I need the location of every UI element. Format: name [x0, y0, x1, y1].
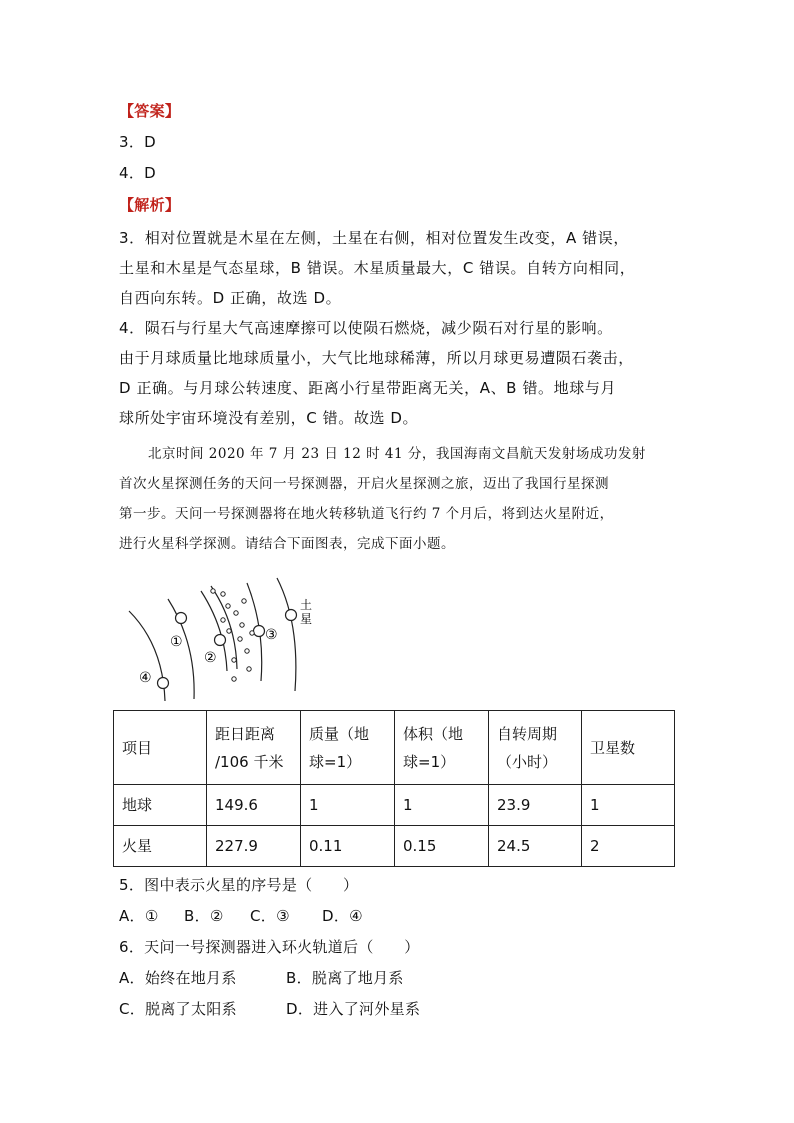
- option-b[interactable]: B．②: [184, 907, 224, 925]
- header-cell: 体积（地 球=1）: [395, 711, 489, 785]
- question-5-stem: 5．图中表示火星的序号是（ ）: [119, 876, 359, 894]
- table-cell: 2: [582, 826, 675, 867]
- option-c[interactable]: C．③: [250, 907, 290, 925]
- answer-header: 【答案】: [119, 102, 181, 120]
- label-two: ②: [204, 650, 217, 666]
- table-header-row: [114, 711, 675, 785]
- intro-line: 第一步。天问一号探测器将在地火转移轨道飞行约 7 个月后，将到达火星附近，: [119, 506, 614, 522]
- table-cell: 24.5: [489, 826, 582, 867]
- planet-circle: [158, 678, 169, 689]
- analysis-4-line: D 正确。与月球公转速度、距离小行星带距离无关，A、B 错。地球与月: [119, 379, 617, 397]
- answer-4: 4．D: [119, 164, 156, 182]
- analysis-4-paragraph: [119, 313, 679, 433]
- question-6-options-row2: [119, 999, 420, 1019]
- material-intro: [119, 439, 679, 559]
- table-cell: 0.15: [395, 826, 489, 867]
- analysis-3-line: 自西向东转。D 正确，故选 D。: [119, 289, 342, 307]
- option-b[interactable]: B．脱离了地月系: [286, 969, 404, 987]
- planet-data-table: [113, 710, 675, 867]
- planet-circle: [286, 610, 297, 621]
- analysis-header: 【解析】: [119, 196, 181, 214]
- planet-circle: [176, 613, 187, 624]
- table-cell: 火星: [114, 826, 207, 867]
- option-a[interactable]: A．始终在地月系: [119, 969, 237, 987]
- table-row: [114, 826, 675, 867]
- analysis-3-line: 3．相对位置就是木星在左侧，土星在右侧，相对位置发生改变，A 错误，: [119, 229, 629, 247]
- question-6-options-row1: [119, 968, 404, 988]
- analysis-4-line: 球所处宇宙环境没有差别，C 错。故选 D。: [119, 409, 419, 427]
- option-c[interactable]: C．脱离了太阳系: [119, 1000, 237, 1018]
- option-d[interactable]: D．进入了河外星系: [286, 1000, 421, 1018]
- analysis-3-line: 土星和木星是气态星球，B 错误。木星质量最大，C 错误。自转方向相同，: [119, 259, 636, 277]
- orbit-diagram: [119, 573, 329, 703]
- table-cell: 0.11: [301, 826, 395, 867]
- label-four: ④: [139, 670, 152, 686]
- label-saturn-1: 土: [300, 598, 313, 612]
- table-cell: 1: [301, 785, 395, 826]
- analysis-4-line: 4．陨石与行星大气高速摩擦可以使陨石燃烧，减少陨石对行星的影响。: [119, 319, 613, 337]
- table-cell: 23.9: [489, 785, 582, 826]
- option-a[interactable]: A．①: [119, 907, 159, 925]
- analysis-3-paragraph: [119, 223, 679, 313]
- question-5-options: [119, 906, 363, 926]
- option-d[interactable]: D．④: [322, 907, 363, 925]
- table-cell: 227.9: [207, 826, 301, 867]
- table-row: [114, 785, 675, 826]
- question-6-stem: 6．天问一号探测器进入环火轨道后（ ）: [119, 938, 420, 956]
- intro-line: 北京时间 2020 年 7 月 23 日 12 时 41 分，我国海南文昌航天发射场成功发射: [148, 446, 646, 462]
- answer-3: 3．D: [119, 133, 156, 151]
- intro-line: 进行火星科学探测。请结合下面图表，完成下面小题。: [119, 536, 455, 552]
- label-three: ③: [265, 627, 278, 643]
- planet-circle: [254, 626, 265, 637]
- header-cell: 质量（地 球=1）: [301, 711, 395, 785]
- header-cell: 自转周期 （小时）: [489, 711, 582, 785]
- table-cell: 1: [395, 785, 489, 826]
- table-cell: 149.6: [207, 785, 301, 826]
- planet-circle: [215, 635, 226, 646]
- label-saturn-2: 星: [300, 612, 313, 626]
- table-cell: 地球: [114, 785, 207, 826]
- header-cell: 卫星数: [582, 711, 675, 785]
- header-cell: 距日距离 /106 千米: [207, 711, 301, 785]
- header-cell: 项目: [114, 711, 207, 785]
- analysis-4-line: 由于月球质量比地球质量小，大气比地球稀薄，所以月球更易遭陨石袭击，: [119, 349, 634, 367]
- label-one: ①: [170, 634, 183, 650]
- table-cell: 1: [582, 785, 675, 826]
- orbit-arc: [277, 578, 296, 691]
- intro-line: 首次火星探测任务的天问一号探测器，开启火星探测之旅，迈出了我国行星探测: [119, 476, 609, 492]
